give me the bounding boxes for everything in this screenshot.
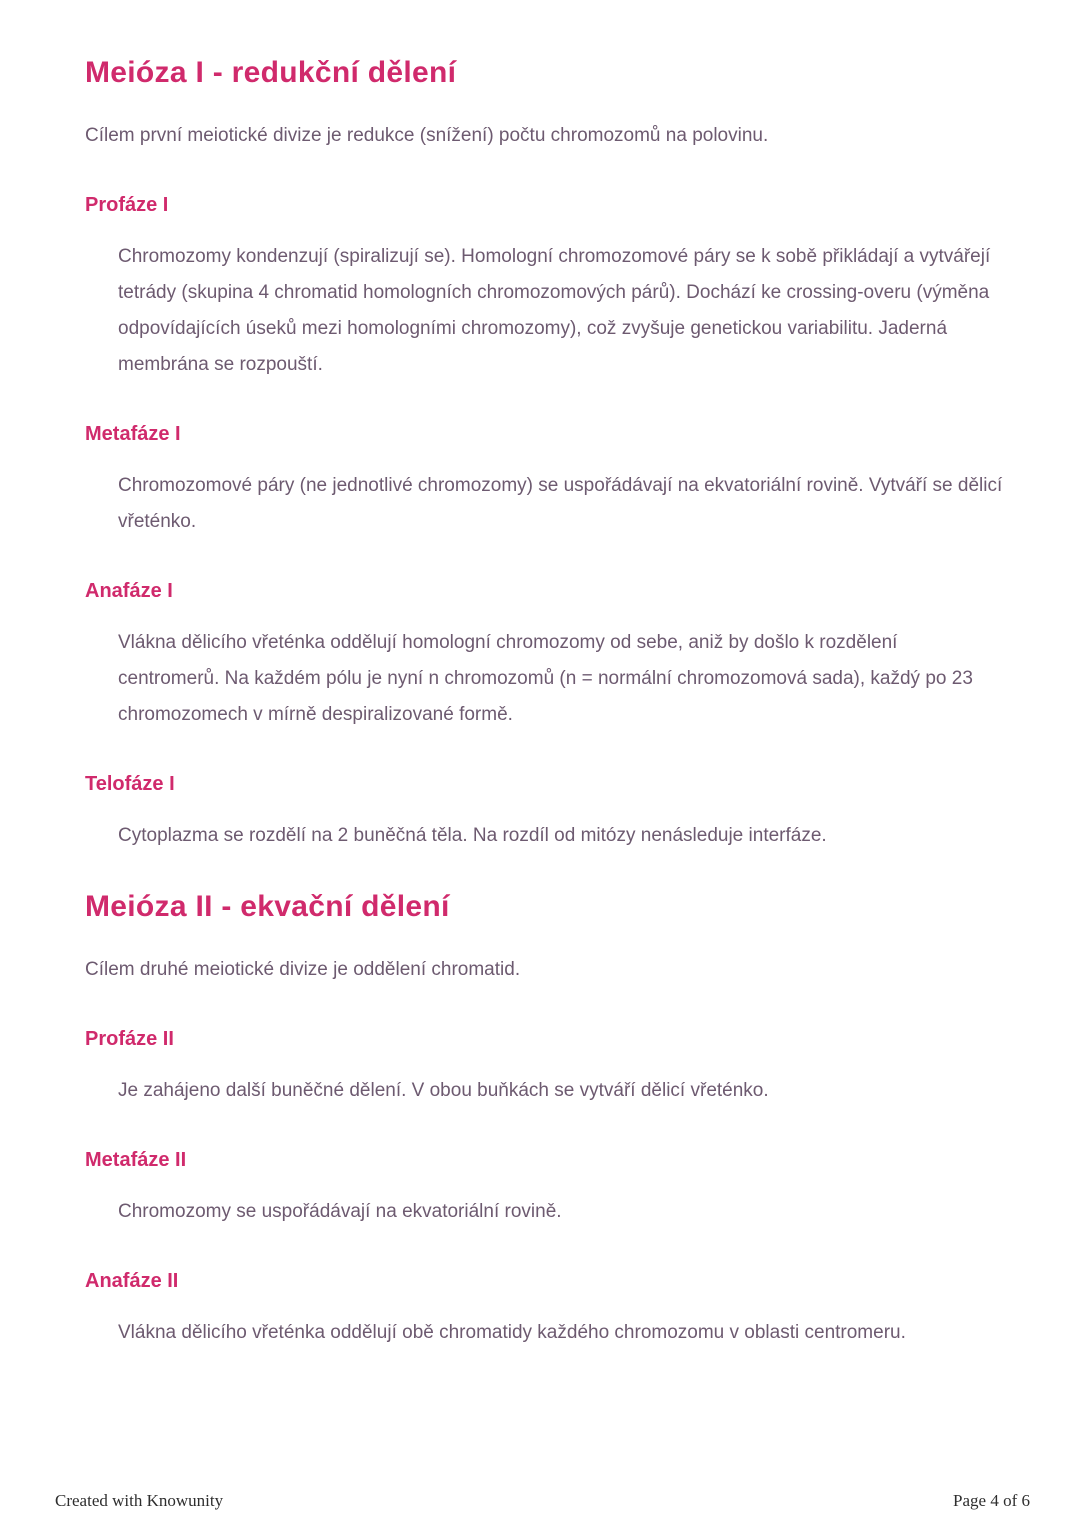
phase-text-metafaze-2: Chromozomy se uspořádávají na ekvatoriální rovině. xyxy=(118,1201,562,1222)
phase-title-metafaze-2: Metafáze II xyxy=(85,1149,187,1171)
section-intro-meioza-1: Cílem první meiotické divize je redukce (snížení) počtu chromozomů na polovinu. xyxy=(85,125,769,146)
footer-branding: Created with Knowunity xyxy=(55,1491,224,1510)
section-heading-meioza-2: Meióza II - ekvační dělení xyxy=(85,890,450,923)
phase-text-anafaze-1: Vlákna dělicího vřeténka oddělují homologní chromozomy od sebe, aniž by došlo k rozdělení centromerů. Na každém pólu je nyní n chromozomů (n = normální chromozomová sada), každý po 23 chromozomech v mírně despiralizované formě. xyxy=(118,632,973,725)
phase-title-metafaze-1: Metafáze I xyxy=(85,423,181,445)
phase-title-anafaze-2: Anafáze II xyxy=(85,1270,179,1292)
phase-text-profaze-2: Je zahájeno další buněčné dělení. V obou buňkách se vytváří dělicí vřeténko. xyxy=(118,1080,769,1101)
phase-text-telofaze-1: Cytoplazma se rozdělí na 2 buněčná těla. Na rozdíl od mitózy nenásleduje interfáze. xyxy=(118,825,827,846)
section-intro-meioza-2: Cílem druhé meiotické divize je oddělení chromatid. xyxy=(85,959,521,980)
phase-title-telofaze-1: Telofáze I xyxy=(85,773,175,795)
phase-title-anafaze-1: Anafáze I xyxy=(85,580,173,602)
phase-text-metafaze-1: Chromozomové páry (ne jednotlivé chromozomy) se uspořádávají na ekvatoriální rovině. Vytváří se dělicí vřeténko. xyxy=(118,475,1003,532)
section-heading-meioza-1: Meióza I - redukční dělení xyxy=(85,56,457,89)
page-footer xyxy=(55,1491,1030,1511)
phase-text-profaze-1: Chromozomy kondenzují (spiralizují se). Homologní chromozomové páry se k sobě přikládají a vytvářejí tetrády (skupina 4 chromatid homologních chromozomových párů). Dochází ke crossing-overu (výměna odpovídajících úseků mezi homologními chromozomy), což zvyšuje genetickou variabilitu. Jaderná membrána se rozpouští. xyxy=(118,246,991,375)
phase-text-anafaze-2: Vlákna dělicího vřeténka oddělují obě chromatidy každého chromozomu v oblasti centromeru. xyxy=(118,1322,906,1343)
phase-title-profaze-1: Profáze I xyxy=(85,194,169,216)
phase-title-profaze-2: Profáze II xyxy=(85,1028,174,1050)
page-number: Page 4 of 6 xyxy=(953,1491,1030,1510)
